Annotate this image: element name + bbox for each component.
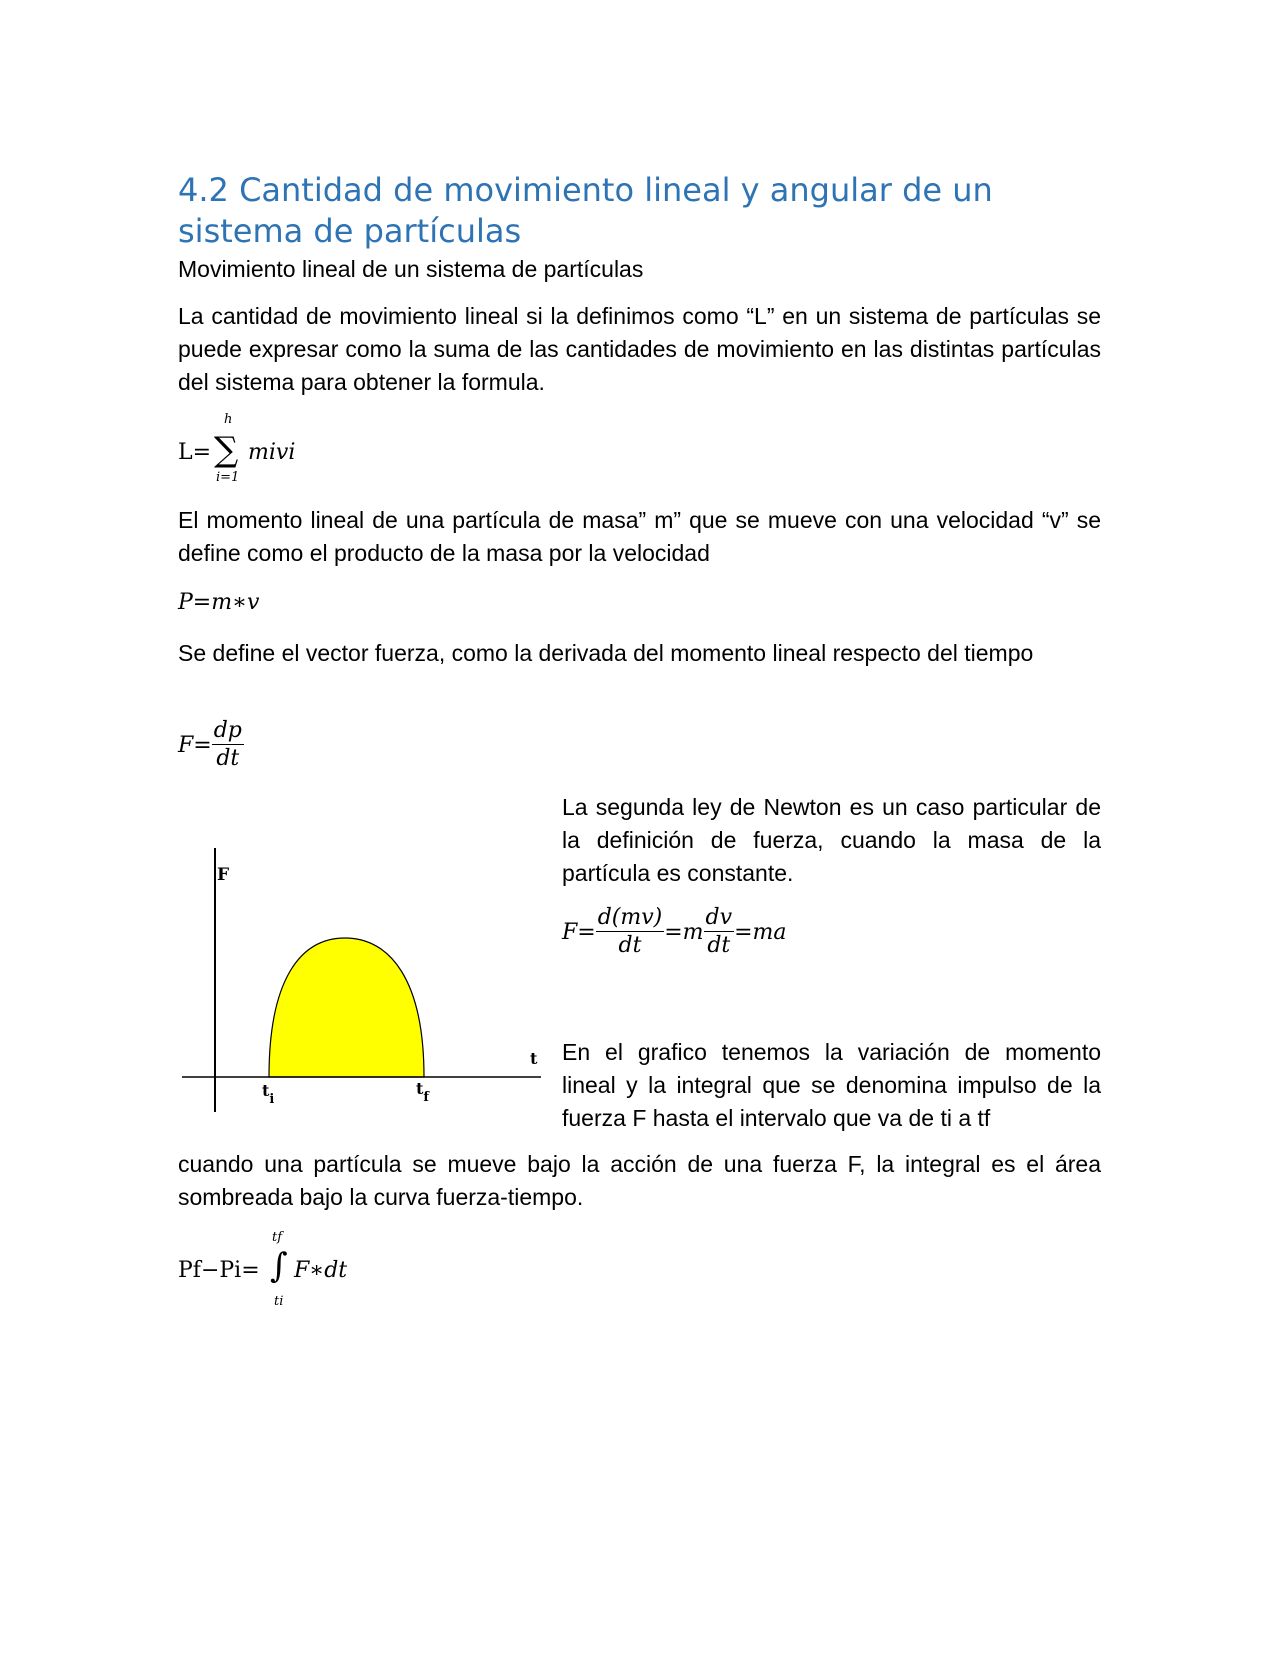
eq5-lower-limit: ti	[274, 1294, 284, 1309]
paragraph-graph-explanation: En el grafico tenemos la variación de momento lineal y la integral que se denomina impulso de la fuerza F hasta el intervalo que va de ti a tf	[562, 1039, 1101, 1131]
paragraph-impulse-area: cuando una partícula se mueve bajo la acción de una fuerza F, la integral es el área sombreada bajo la curva fuerza-tiempo.	[178, 1151, 1101, 1210]
tf-label-sub: f	[423, 1090, 429, 1105]
eq1-lhs: L=	[178, 440, 212, 465]
eq4-denominator-1: dt	[618, 933, 642, 958]
eq3-lhs: F=	[178, 733, 212, 758]
eq1-upper-limit: h	[224, 412, 233, 427]
paragraph-newton-second-law: La segunda ley de Newton es un caso particular de la definición de fuerza, cuando la masa de la partícula es constante.	[562, 794, 1101, 886]
eq4-fraction-1	[596, 905, 665, 960]
tf-label	[416, 1079, 430, 1105]
ti-label-main: t	[262, 1081, 270, 1100]
ti-label-sub: i	[269, 1092, 275, 1107]
section-heading: 4.2 Cantidad de movimiento lineal y angular de un sistema de partículas	[178, 171, 993, 250]
paragraph-linear-momentum: La cantidad de movimiento lineal si la definimos como “L” en un sistema de partículas se puede expresar como la suma de las cantidades de movimiento en las distintas partículas del sistema para obtener la formula.	[178, 303, 1101, 395]
sigma-symbol: ∑	[214, 430, 239, 470]
paragraph-momentum-definition: El momento lineal de una partícula de masa” m” que se mueve con una velocidad “v” se define como el producto de la masa por la velocidad	[178, 507, 1101, 566]
eq3-denominator: dt	[216, 746, 240, 771]
impulse-shaded-area	[269, 938, 424, 1077]
eq4-mid: =m	[664, 920, 704, 945]
eq4-fraction-2	[704, 905, 735, 960]
equation-F-derivative	[178, 718, 244, 773]
eq5-upper-limit: tf	[272, 1230, 283, 1245]
eq5-lhs: Pf−Pi=	[178, 1258, 260, 1283]
equation-newton	[562, 905, 786, 960]
eq4-numerator-2: dv	[705, 905, 733, 930]
eq3-fraction	[212, 718, 244, 773]
eq4-rhs: =ma	[734, 920, 787, 945]
equation-L-sum	[178, 412, 318, 485]
x-axis-label: t	[530, 1049, 538, 1068]
equation-impulse-integral	[178, 1232, 398, 1312]
eq4-denominator-2: dt	[707, 933, 731, 958]
subheading: Movimiento lineal de un sistema de partículas	[178, 256, 644, 282]
eq4-numerator-1: d(mv)	[597, 905, 663, 930]
equation-P: P=m∗v	[178, 590, 260, 615]
eq3-numerator: dp	[213, 718, 242, 743]
force-time-graph	[180, 840, 546, 1120]
eq5-body: F∗dt	[294, 1258, 348, 1283]
eq4-lhs: F=	[562, 920, 596, 945]
tf-label-main: t	[416, 1079, 424, 1098]
ti-label	[262, 1081, 274, 1107]
y-axis-label: F	[217, 865, 230, 885]
eq1-lower-limit: i=1	[216, 470, 240, 485]
paragraph-force-definition: Se define el vector fuerza, como la derivada del momento lineal respecto del tiempo	[178, 640, 1034, 666]
eq1-body: mivi	[248, 440, 296, 465]
integral-symbol: ∫	[270, 1246, 288, 1286]
